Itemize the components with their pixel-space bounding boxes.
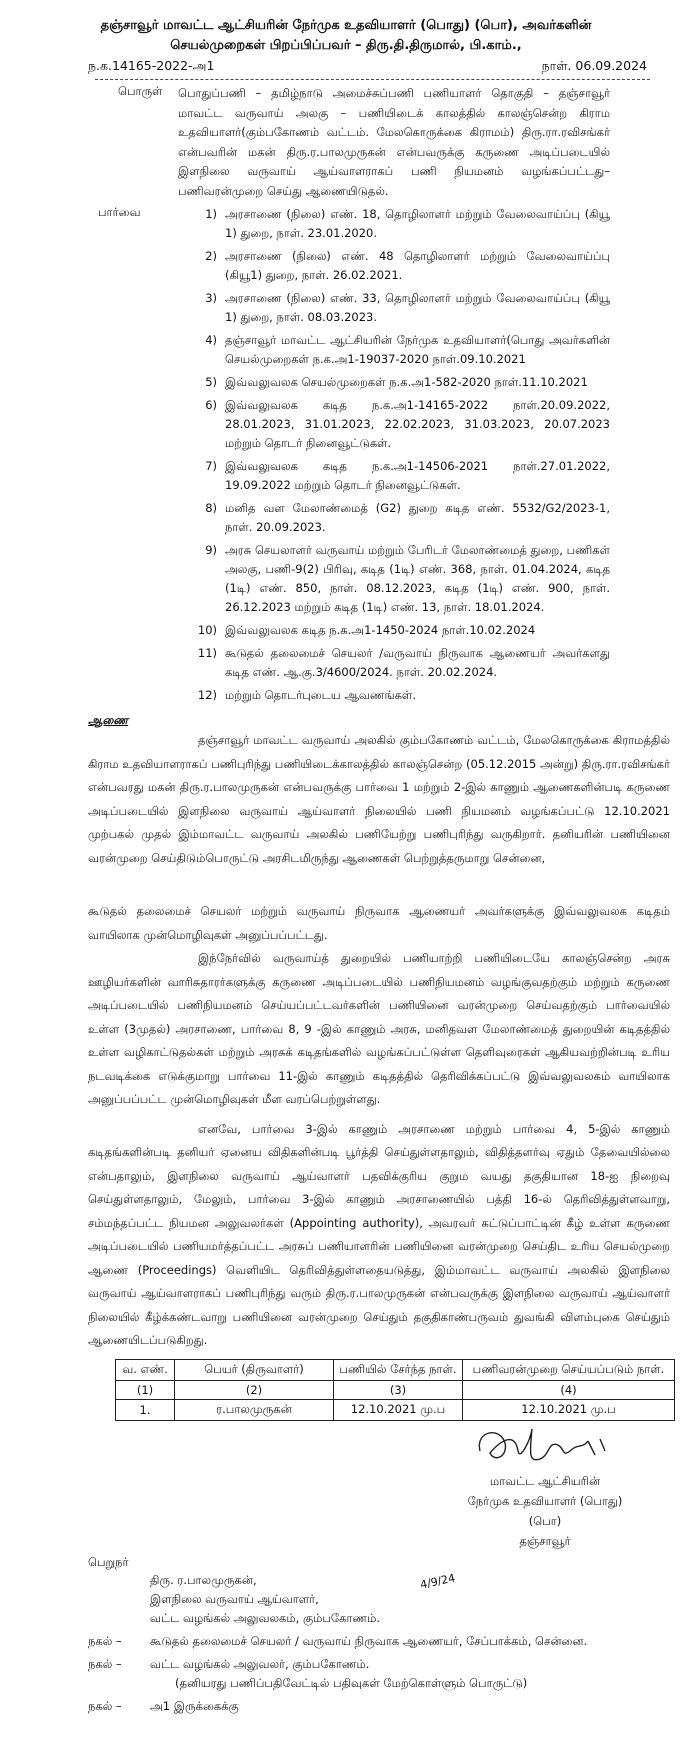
subject-label: பொருள் [118, 84, 163, 98]
copy-item: நகல் – அ1 இருக்கைக்கு [88, 1698, 239, 1713]
table-row [116, 1399, 675, 1420]
reference-item: 1) அரசாணை (நிலை) எண். 18, தொழிலாளர் மற்றும் வேலைவாய்ப்பு (கியூ 1) துறை, நாள். 23.01.2020. [205, 207, 610, 240]
reference-item: 9) அரசு செயலாளர் வருவாய் மற்றும் பேரிடர் மேலாண்மைத் துறை, பணிகள் அலகு, பணி-9(2) பிரிவு, கடித (1டி) எண். 368, நாள். 01.04.2024, கடித (1டி) எண். 850, நாள். 08.12.2023, கடித (1டி) எண். 900, நாள். 26.12.2023 மற்றும் கடித (1டி) எண். 13, நாள். 18.01.2024. [205, 543, 610, 614]
signature-designation-1: மாவட்ட ஆட்சியரின் [489, 1473, 601, 1488]
references-section [88, 205, 670, 709]
column-number: (1) [116, 1380, 175, 1399]
copy-item: நகல் – கூடுதல் தலைமைச் செயலர் / வருவாய் நிருவாக ஆணையர், சேப்பாக்கம், சென்னை. [88, 1633, 588, 1648]
reference-item: 7) இவ்வலுவலக கடித ந.க.அ1-14506-2021 நாள்.27.01.2022, 19.09.2022 மற்றும் தொடர் நினைவூட்டுகள். [205, 459, 610, 492]
reference-item: 3) அரசாணை (நிலை) எண். 33, தொழிலாளர் மற்றும் வேலைவாய்ப்பு (கியூ 1) துறை, நாள். 08.03.2023. [205, 291, 610, 324]
column-number: (2) [175, 1380, 334, 1399]
reference-item: 10) இவ்வலுவலக கடித ந.க.அ1-1450-2024 நாள்.10.02.2024 [197, 623, 536, 637]
recipient-section [88, 1571, 670, 1628]
copy-note: (தனியரது பணிப்பதிவேட்டில் பதிவுகள் மேற்கொள்ளும் பொருட்டு) [175, 1675, 528, 1690]
table-column-number-row [116, 1380, 675, 1399]
reference-number: ந.க.14165-2022-அ1 [88, 58, 215, 73]
cell-name: ர.பாலமுருகன் [175, 1399, 334, 1420]
references-label: பார்வை [98, 205, 141, 219]
order-paragraph-3: எனவே, பார்வை 3-இல் காணும் அரசாணை மற்றும் பார்வை 4, 5-இல் காணும் கடிதங்களின்படி தனியர் ஏனைய விதிகளின்படி பூர்த்தி செய்துள்ளதாலும், விதித்தளர்வு ஏதும் தேவையில்லை என்பதாலும், இளநிலை வருவாய் ஆய்வாளர் பதவிக்குரிய குறும வயது தகுதியான 18-ஐ நிறைவு செய்துள்ளதாலும், மேலும், பார்வை 3-இல் காணும் அரசாணையில் பத்தி 16-ல் தெரிவித்துள்ளவாறு, சம்மந்தப்பட்ட நியமன அலுவலர்கள் (Appointing authority), அவரவர் கட்டுப்பாட்டின் கீழ் உள்ள கருணை அடிப்படையில் பணியமர்த்தப்பட்ட அரசுப் பணியாளரின் பணியினை வரன்முறை செய்திட உரிய செயல்முறை ஆணை (Proceedings) வெளியிட தெரிவித்துள்ளதையடுத்து, இம்மாவட்ட வருவாய் அலகில் இளநிலை வருவாய் ஆய்வாளராகப் பணிபுரிந்து வரும் திரு.ர.பாலமுருகன் என்பவருக்கு இளநிலை வருவாய் ஆய்வாளர் நிலையில் கீழ்க்கண்டவாறு பணியினை வரன்முறை செய்தும் தகுதிகாண்பருவம் துவங்கி விளம்புகை செய்தும் ஆணையிடப்படுகிறது. [88, 1121, 670, 1347]
column-number: (4) [463, 1380, 675, 1399]
copy-item: நகல் – வட்ட வழங்கல் அலுவலர், கும்பகோணம். [88, 1656, 370, 1671]
order-label: ஆணை [88, 713, 129, 727]
recipient-line: திரு. ர.பாலமுருகன், [150, 1572, 257, 1587]
recipient-label: பெறுநர் [88, 1554, 129, 1569]
order-paragraph-1: தஞ்சாவூர் மாவட்ட வருவாய் அலகில் கும்பகோணம் வட்டம், மேலகொருக்கை கிராமத்தில் கிராம உதவியாளராகப் பணிபுரிந்து பணியிடைக்காலத்தில் காலஞ்சென்ற (05.12.2015 அன்று) திரு.ரா.ரவிசங்கர் என்பவரது மகன் திரு.ர.பாலமுருகன் என்பவருக்கு பார்வை 1 மற்றும் 2-இல் காணும் ஆணைகளின்படி கருணை அடிப்படையில் இளநிலை வருவாய் ஆய்வாளர் நிலையில் பணி நியமனம் வழங்கப்பட்டு 12.10.2021 முற்பகல் முதல் இம்மாவட்ட வருவாய் அலகில் பணியேற்று பணிபுரிந்து வருகிறார். தனியரின் பணியினை வரன்முறை செய்திடும்பொருட்டு அரசிடமிருந்து ஆணைகள் பெற்றுத்தருமாறு சென்னை, [88, 733, 670, 865]
order-paragraph-2b: இந்நேர்வில் வருவாய்த் துறையில் பணியாற்றி பணியிடையே காலஞ்சென்ற அரசு ஊழியர்களின் வாரிசுதாரர்களுக்கு கருணை அடிப்படையில் பணிநியமனம் வழங்குவதற்கும் மற்றும் கருணை அடிப்படையில் பணிநியமனம் செய்யப்பட்டவர்களின் பணியினை வரன்முறை செய்வதற்கும் பார்வையில் உள்ள (3முதல்) அரசாணை, பார்வை 8, 9 -இல் காணும் அரசு, மனிதவள மேலாண்மைத் துறையின் கடிதத்தில் உள்ள வழிகாட்டுதல்கள் மற்றும் அரசுக் கடிதங்களில் வழங்கப்பட்டுள்ள தெளிவுரைகள் ஆகியவற்றின்படி உரிய நடவடிக்கை எடுக்குமாறு பார்வை 11-இல் காணும் கடிதத்தில் தெரிவிக்கப்பட்டு இவ்வலுவலகம் வாயிலாக அனுப்பப்பட்ட முன்மொழிவுகள் மீள வரப்பெற்றுள்ளது. [88, 951, 670, 1106]
recipient-line: இளநிலை வருவாய் ஆய்வாளர், [150, 1591, 319, 1606]
references-list [185, 205, 610, 709]
recipient-address [150, 1571, 380, 1628]
handwritten-initial-note: 4/9/24 [419, 1570, 457, 1592]
header-joining-date: பணியில் சேர்ந்த நாள். [334, 1359, 463, 1380]
reference-item: 5) இவ்வலுவலக செயல்முறைகள் ந.க.அ1-582-2020 நாள்.11.10.2021 [205, 375, 588, 389]
signature-icon [470, 1421, 620, 1465]
reference-item: 11) கூடுதல் தலைமைச் செயலர் /வருவாய் நிருவாக ஆணையர் அவர்களது கடித எண். ஆ.கு.3/4600/2024. நாள். 20.02.2024. [197, 646, 610, 679]
reference-date-row [88, 58, 670, 75]
table-header-row [116, 1359, 675, 1380]
reference-item: 12) மற்றும் தொடர்புடைய ஆவணங்கள். [197, 688, 416, 702]
signature-designation-2: நேர்முக உதவியாளர் (பொது) (பொ) [467, 1493, 623, 1528]
reference-item: 2) அரசாணை (நிலை) எண். 48 தொழிலாளர் மற்றும் வேலைவாய்ப்பு (கியூ1) துறை, நாள். 26.02.2021. [205, 249, 610, 282]
regularisation-table [115, 1359, 675, 1421]
header-regularisation-date: பணிவரன்முறை செய்யப்படும் நாள். [463, 1359, 675, 1380]
order-paragraph-2a: கூடுதல் தலைமைச் செயலர் மற்றும் வருவாய் நிருவாக ஆணையர் அவர்களுக்கு இவ்வலுவலக கடிதம் வாயிலாக முன்மொழிவுகள் அனுப்பப்பட்டது. [88, 904, 670, 942]
cell-serial: 1. [116, 1399, 175, 1420]
reference-item: 4) தஞ்சாவூர் மாவட்ட ஆட்சியரின் நேர்முக உதவியாளர்(பொது அவர்களின் செயல்முறைகள் ந.க.அ1-19037-2020 நாள்.09.10.2021 [205, 333, 610, 366]
header-line-1: தஞ்சாவூர் மாவட்ட ஆட்சியரின் நேர்முக உதவியாளர் (பொது) (பொ), அவர்களின் [100, 18, 592, 33]
header-line-2: செயல்முறைகள் பிறப்பிப்பவர் – திரு.தி.திருமால், பி.காம்., [170, 38, 522, 53]
reference-item: 6) இவ்வலுவலக கடித ந.க.அ1-14165-2022 நாள்.20.09.2022, 28.01.2023, 31.01.2023, 22.02.2023, 31.03.2023, 20.07.2023 மற்றும் தொடர் நினைவூட்டுகள். [205, 398, 610, 450]
document-date: நாள். 06.09.2024 [541, 58, 647, 73]
subject-section [88, 84, 670, 201]
recipient-line: வட்ட வழங்கல் அலுவலகம், கும்பகோணம். [150, 1610, 380, 1625]
subject-text: பொதுப்பணி – தமிழ்நாடு அமைச்சுப்பணி பணியாளர் தொகுதி – தஞ்சாவூர் மாவட்ட வருவாய் அலகு – பணியிடைக் காலத்தில் காலஞ்சென்ற கிராம உதவியாளர்(கும்பகோணம் வட்டம். மேலகொருக்கை கிராமம்) திரு.ரா.ரவிசங்கர் என்பவரின் மகன் திரு.ர.பாலமுருகன் என்பவருக்கு கருணை அடிப்படையில் இளநிலை வருவாய் ஆய்வாளராகப் பணி நியமனம் வழங்கப்பட்டது– பணிவரன்முறை செய்து ஆணையிடுதல். [178, 86, 610, 198]
header-name: பெயர் (திருவாளர்) [175, 1359, 334, 1380]
signature-place: தஞ்சாவூர் [519, 1533, 571, 1548]
reference-item: 8) மனித வள மேலாண்மைத் (G2) துறை கடித எண். 5532/G2/2023-1, நாள். 20.09.2023. [205, 501, 610, 534]
cell-joining-date: 12.10.2021 மு.ப [334, 1399, 463, 1420]
cell-regularisation-date: 12.10.2021 மு.ப [463, 1399, 675, 1420]
signature-block [450, 1421, 640, 1551]
header-serial: வ. எண். [116, 1359, 175, 1380]
header-divider [95, 79, 650, 80]
page-gap [88, 870, 670, 900]
column-number: (3) [334, 1380, 463, 1399]
